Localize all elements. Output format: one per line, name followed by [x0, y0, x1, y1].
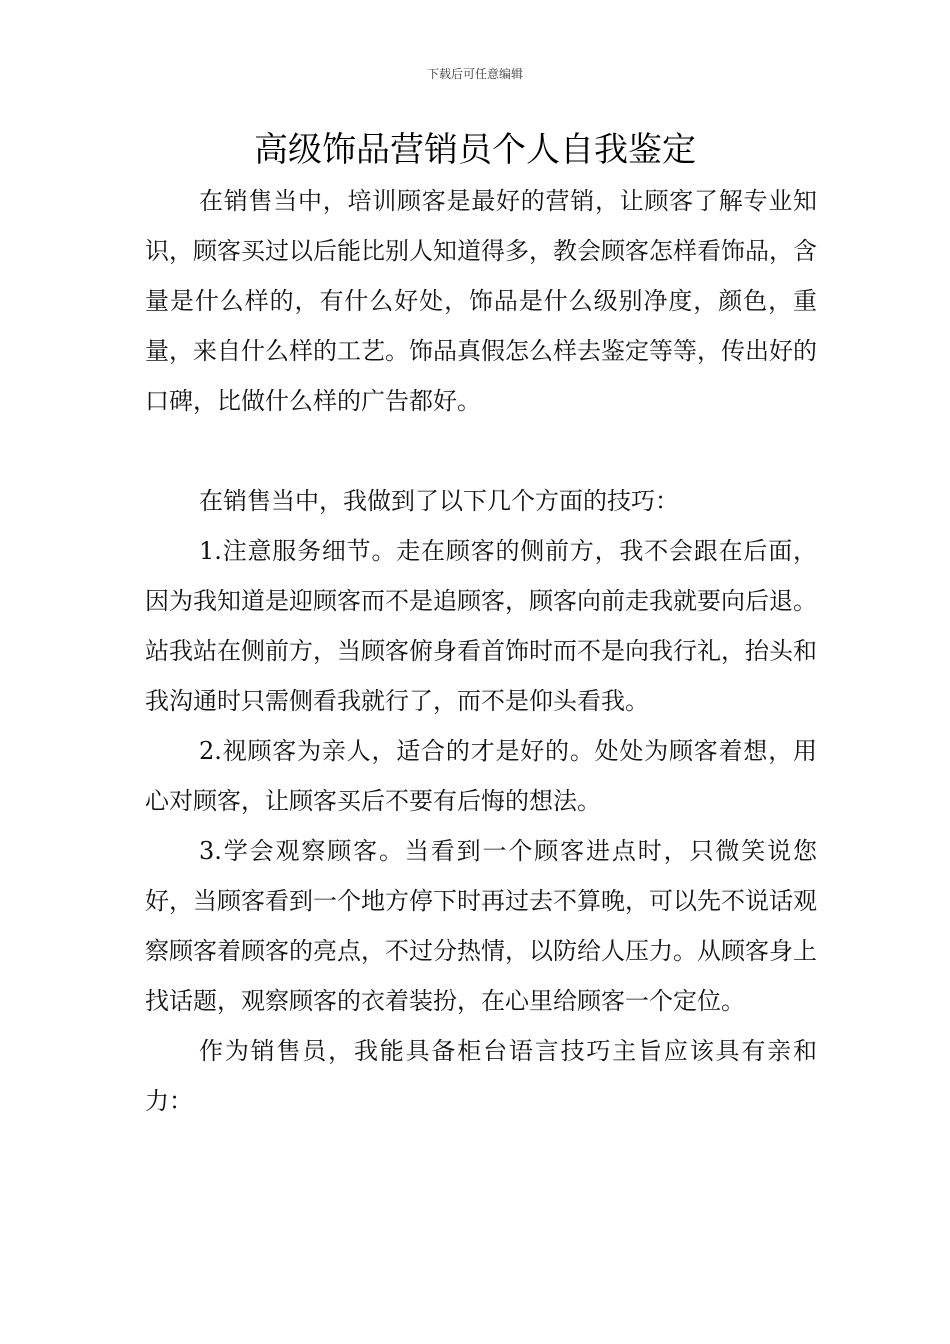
document-title: 高级饰品营销员个人自我鉴定: [254, 130, 696, 170]
document-body: [145, 176, 817, 1126]
paragraph-intro: 在销售当中，培训顾客是最好的营销，让顾客了解专业知识，顾客买过以后能比别人知道得多，教会顾客怎样看饰品，含量是什么样的，有什么好处，饰品是什么级别净度，颜色，重量，来自什么样的工艺。饰品真假怎么样去鉴定等等，传出好的口碑，比做什么样的广告都好。: [145, 187, 817, 415]
paragraph-language-skills: 作为销售员，我能具备柜台语言技巧主旨应该具有亲和力：: [145, 1037, 817, 1115]
paragraph-skill-2: 2.视顾客为亲人，适合的才是好的。处处为顾客着想，用心对顾客，让顾客买后不要有后悔的想法。: [145, 737, 817, 815]
paragraph-skill-1: 1.注意服务细节。走在顾客的侧前方，我不会跟在后面，因为我知道是迎顾客而不是追顾客，顾客向前走我就要向后退。站我站在侧前方，当顾客俯身看首饰时而不是向我行礼，抬头和我沟通时只需侧看我就行了，而不是仰头看我。: [145, 537, 817, 715]
page-header-note: 下载后可任意编辑: [426, 67, 523, 81]
paragraph-skill-3: 3.学会观察顾客。当看到一个顾客进点时，只微笑说您好，当顾客看到一个地方停下时再过去不算晚，可以先不说话观察顾客着顾客的亮点，不过分热情，以防给人压力。从顾客身上找话题，观察顾客的衣着装扮，在心里给顾客一个定位。: [145, 837, 817, 1015]
paragraph-skills-intro: 在销售当中，我做到了以下几个方面的技巧：: [199, 487, 679, 515]
